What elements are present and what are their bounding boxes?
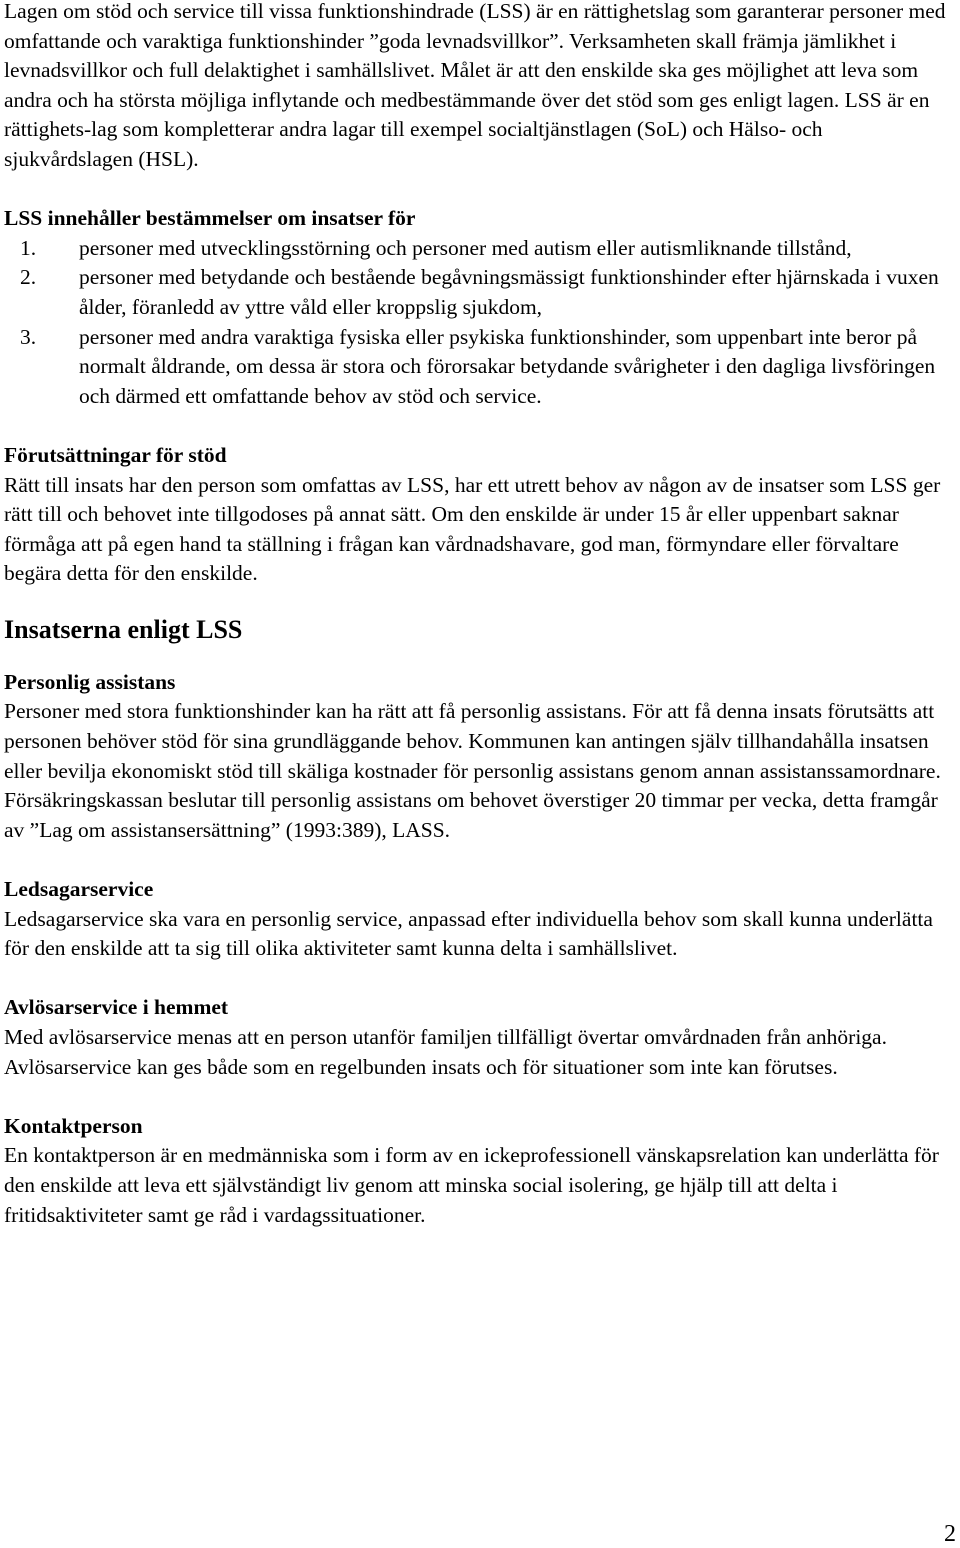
personlig-assistans-section [4, 668, 956, 846]
list-item-text: personer med utvecklingsstörning och personer med autism eller autismliknande tillstånd, [79, 235, 852, 260]
insatser-block [4, 204, 956, 411]
main-heading: Insatserna enligt LSS [4, 614, 243, 644]
page-number: 2 [944, 1521, 956, 1547]
section-heading: Kontaktperson [4, 1113, 143, 1138]
section-heading: Personlig assistans [4, 669, 176, 694]
insatser-heading: LSS innehåller bestämmelser om insatser för [4, 206, 416, 231]
section-heading: Avlösarservice i hemmet [4, 995, 229, 1020]
forutsattningar-section [4, 441, 956, 589]
list-item-number: 2. [20, 265, 37, 290]
list-item-number: 1. [20, 235, 37, 260]
ledsagarservice-section [4, 875, 956, 964]
avlosarservice-section [4, 993, 956, 1082]
section-body: Rätt till insats har den person som omfattas av LSS, har ett utrett behov av någon av de insatser som LSS ger rätt till och behovet inte tillgodoses på annat sätt. Om den enskilde är under 15 år eller uppenbart saknar förmåga att på egen hand ta ställning i frågan kan vårdnadshavare, god man, förmyndare eller förvaltare begära detta för den enskilde. [4, 472, 941, 586]
list-item [4, 263, 956, 322]
list-item-text: personer med andra varaktiga fysiska eller psykiska funktionshinder, som uppenbart inte beror på normalt åldrande, om dessa är stora och förorsakar betydande svårigheter i den dagliga livsföringen och därmed ett omfattande behov av stöd och service. [79, 324, 936, 408]
section-heading: Förutsättningar för stöd [4, 442, 227, 467]
section-heading: Ledsagarservice [4, 877, 154, 902]
section-body: Ledsagarservice ska vara en personlig service, anpassad efter individuella behov som skall kunna underlätta för den enskilde att ta sig till olika aktiviteter samt kunna delta i samhällslivet. [4, 906, 933, 961]
section-body: Med avlösarservice menas att en person utanför familjen tillfälligt övertar omvårdnaden från anhöriga. Avlösarservice kan ges både som en regelbunden insats och för situationer som inte kan förutses. [4, 1025, 887, 1079]
intro-paragraph: Lagen om stöd och service till vissa funktionshindrade (LSS) är en rättighetslag som garanterar personer med omfattande och varaktiga funktionshinder ”goda levnadsvillkor”. Verksamheten skall främja jämlikhet i levnadsvillkor och full delaktighet i samhällslivet. Målet är att den enskilde ska ges möjlighet att leva som andra och ha största möjliga inflytande och medbestämmande över det stöd som ges enligt lagen. LSS är en rättighets-lag som kompletterar andra lagar till exempel socialtjänstlagen (SoL) och Hälso- och sjukvårdslagen (HSL). [4, 0, 946, 171]
kontaktperson-section [4, 1112, 956, 1230]
insatser-list [4, 234, 956, 412]
section-body: En kontaktperson är en medmänniska som i form av en ickeprofessionell vänskapsrelation kan underlätta för den enskilde att leva ett självständigt liv genom att minska social isolering, ge hjälp till att delta i fritidsaktiviteter samt ge råd i vardagssituationer. [4, 1143, 939, 1227]
list-item-text: personer med betydande och bestående begåvningsmässigt funktionshinder efter hjärnskada i vuxen ålder, föranledd av yttre våld eller kroppslig sjukdom, [79, 265, 939, 319]
section-body: Personer med stora funktionshinder kan ha rätt att få personlig assistans. För att få denna insats förutsätts att personen behöver stöd för sina grundläggande behov. Kommunen kan antingen själv tillhandahålla insatsen eller bevilja ekonomiskt stöd till skäliga kostnader för personlig assistans genom annan assistanssamordnare. Försäkringskassan beslutar till personlig assistans om behovet överstiger 20 timmar per vecka, detta framgår av ”Lag om assistansersättning” (1993:389), LASS. [4, 699, 941, 842]
document-page [4, 0, 956, 1230]
list-item [4, 323, 956, 412]
list-item-number: 3. [20, 324, 37, 349]
list-item [4, 234, 956, 264]
